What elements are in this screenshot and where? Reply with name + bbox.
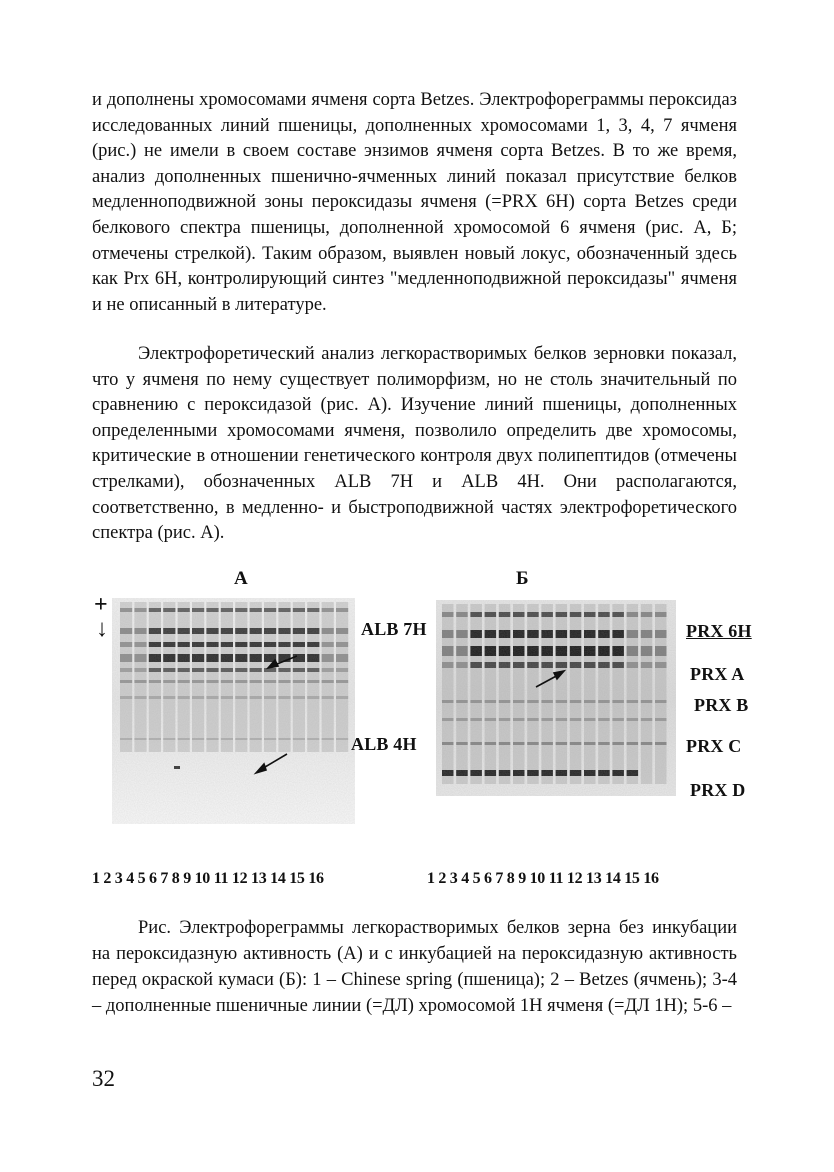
gel-label-alb-7h: ALB 7H: [361, 619, 427, 639]
figure-panel-a-letter: А: [234, 568, 248, 589]
lane-numbers-b: 1 2 3 4 5 6 7 8 9 10 11 12 13 14 15 16: [427, 870, 659, 887]
gel-label-prx-b: PRX B: [694, 695, 749, 715]
gel-label-prx-a: PRX A: [690, 664, 745, 684]
gel-image-a: [112, 598, 355, 824]
lane-numbers-a: 1 2 3 4 5 6 7 8 9 10 11 12 13 14 15 16: [92, 870, 324, 887]
figure-panel-b-letter: Б: [516, 568, 529, 589]
body-paragraph-2: Электрофоретический анализ легкорастворимых белков зерновки показал, что у ячменя по нему существует полиморфизм, но не столь значительный по сравнению с пероксидазой (рис. А). Изучение линий пшеницы, дополненных определенными хромосомами ячменя, позволило определить две хромосомы, критические в отношении генетического контроля двух полипептидов (отмечены стрелками), обозначенных ALB 7H и ALB 4H. Они располагаются, соответственно, в медленно- и быстроподвижной частях электрофоретического спектра (рис. А).: [92, 344, 737, 544]
gel-label-prx-c: PRX C: [686, 736, 742, 756]
page-number: 32: [92, 1066, 115, 1091]
figure-caption: Рис. Электрофореграммы легкорастворимых белков зерна без инкубации на пероксидазную активность (А) и с инкубацией на пероксидазную активность перед окраской кумаси (Б): 1 – Chinese spring (пшеница); 2 – Betzes (ячмень); 3-4 – дополненные пшеничные линии (=ДЛ) хромосомой 1Н ячменя (=ДЛ 1Н); 5-6 –: [92, 918, 737, 1016]
down-arrow-icon: ↓: [96, 616, 108, 642]
body-paragraph-1: и дополнены хромосомами ячменя сорта Betzes. Электрофореграммы пероксидаз исследованных линий пшеницы, дополненных хромосомами 1, 3, 4, 7 ячменя (рис.) не имели в своем составе энзимов ячменя сорта Betzes. В то же время, анализ дополненных пшенично-ячменных линий показал присутствие белков медленноподвижной зоны пероксидазы ячменя (=PRX 6H) сорта Betzes среди белкового спектра пшеницы, дополненной хромосомой 6 ячменя (рис. А, Б; отмечены стрелкой). Таким образом, выявлен новый локус, обозначенный здесь как Prx 6H, контролирующий синтез "медленноподвижной пероксидазы" ячменя и не описанный в литературе.: [92, 90, 737, 315]
gel-label-prx-d: PRX D: [690, 780, 746, 800]
plus-sign: +: [94, 592, 108, 618]
gel-label-alb-4h: ALB 4H: [351, 734, 417, 754]
gel-image-b: [436, 600, 676, 796]
gel-label-prx-6h: PRX 6H: [686, 621, 752, 641]
